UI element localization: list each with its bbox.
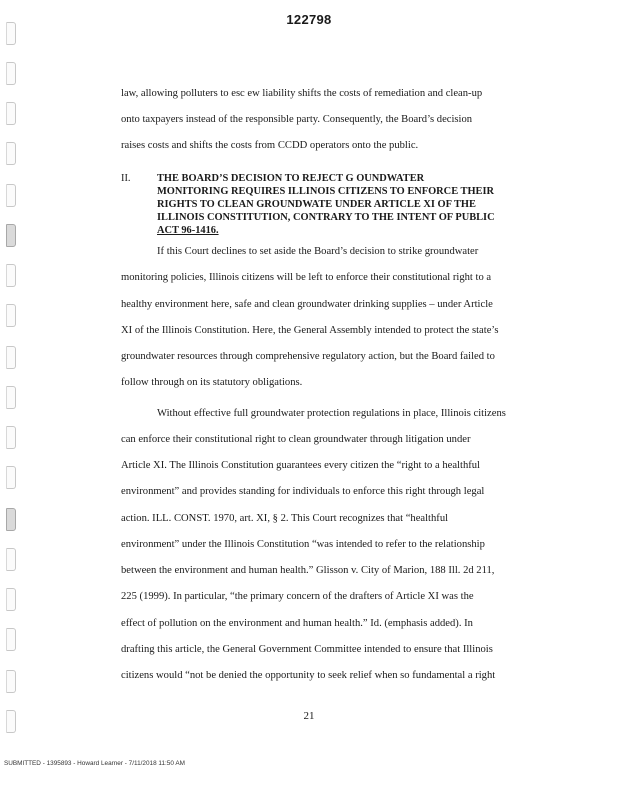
body-text-line: If this Court declines to set aside the Board’s decision to strike groundwater: [157, 246, 479, 257]
binder-tab: [6, 142, 16, 165]
body-text-line: drafting this article, the General Government Committee intended to ensure that Illinois: [121, 644, 493, 655]
submission-stamp: SUBMITTED - 1395893 - Howard Learner - 7/11/2018 11:50 AM: [4, 760, 185, 767]
document-number: 122798: [286, 12, 332, 27]
body-text-line: citizens would “not be denied the opportunity to seek relief when so fundamental a right: [121, 670, 496, 681]
body-text-line: monitoring policies, Illinois citizens will be left to enforce their constitutional right to a: [121, 272, 492, 283]
binder-tab: [6, 508, 16, 531]
binder-tab: [6, 588, 16, 611]
body-text-line: follow through on its statutory obligations.: [121, 377, 303, 388]
body-text-line: raises costs and shifts the costs from CCDD operators onto the public.: [121, 140, 419, 151]
section-heading-line: RIGHTS TO CLEAN GROUNDWATE UNDER ARTICLE XI OF THE: [157, 199, 476, 210]
body-text-line: 225 (1999). In particular, “the primary concern of the drafters of Article XI was the: [121, 591, 474, 602]
binder-tab: [6, 304, 16, 327]
section-heading-line: MONITORING REQUIRES ILLINOIS CITIZENS TO ENFORCE THEIR: [157, 186, 495, 197]
binder-tab: [6, 102, 16, 125]
body-text-line: onto taxpayers instead of the responsible party. Consequently, the Board’s decision: [121, 114, 473, 125]
section-heading-line: ILLINOIS CONSTITUTION, CONTRARY TO THE INTENT OF PUBLIC: [157, 212, 495, 223]
body-text-line: can enforce their constitutional right to clean groundwater through litigation under: [121, 434, 471, 445]
binder-tab: [6, 628, 16, 651]
binder-tab: [6, 548, 16, 571]
binder-tab: [6, 346, 16, 369]
body-text-line: Without effective full groundwater protection regulations in place, Illinois citizens: [157, 408, 506, 419]
binder-tab: [6, 670, 16, 693]
body-text-line: law, allowing polluters to esc ew liability shifts the costs of remediation and clean-up: [121, 88, 483, 99]
body-text-line: environment” and provides standing for individuals to enforce this right through legal: [121, 486, 485, 497]
body-text-line: environment” under the Illinois Constitution “was intended to refer to the relationship: [121, 539, 485, 550]
binder-tab: [6, 224, 16, 247]
binder-tab: [6, 426, 16, 449]
body-text-line: action. ILL. CONST. 1970, art. XI, § 2. This Court recognizes that “healthful: [121, 513, 449, 524]
body-text-line: groundwater resources through comprehensive regulatory action, but the Board failed to: [121, 351, 495, 362]
body-text-line: effect of pollution on the environment and human health.” Id. (emphasis added). In: [121, 618, 473, 629]
body-text-line: XI of the Illinois Constitution. Here, the General Assembly intended to protect the state’s: [121, 325, 499, 336]
binder-tab: [6, 466, 16, 489]
binder-tab: [6, 386, 16, 409]
body-text-line: Article XI. The Illinois Constitution guarantees every citizen the “right to a healthful: [121, 460, 481, 471]
section-heading-line: ACT 96-1416.: [157, 225, 219, 236]
section-number: II.: [121, 173, 131, 184]
binder-tab: [6, 264, 16, 287]
body-text-line: between the environment and human health.” Glisson v. City of Marion, 188 Ill. 2d 211,: [121, 565, 495, 576]
page-number: 21: [303, 710, 315, 722]
body-text-line: healthy environment here, safe and clean groundwater drinking supplies – under Article: [121, 299, 493, 310]
binder-tab: [6, 62, 16, 85]
binder-tab: [6, 184, 16, 207]
section-heading-line: THE BOARD’S DECISION TO REJECT G OUNDWATER: [157, 173, 425, 184]
